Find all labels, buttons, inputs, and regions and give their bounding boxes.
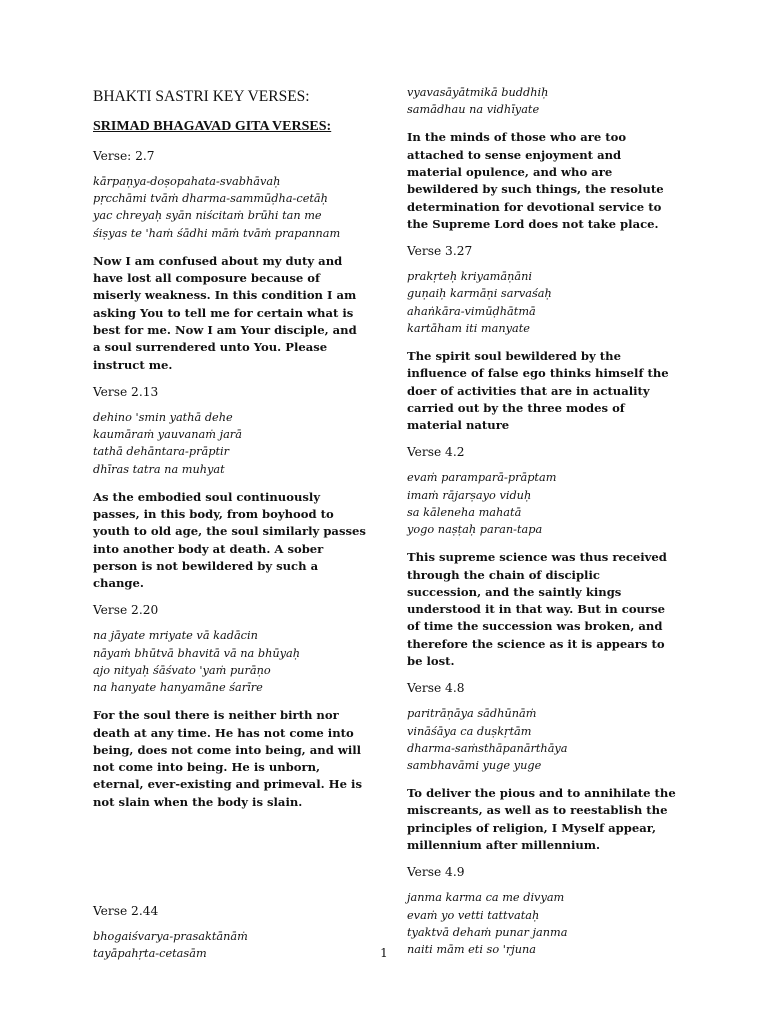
sanskrit-line: janma karma ca me divyam bbox=[407, 891, 565, 905]
verse-label: Verse 2.13 bbox=[93, 384, 159, 399]
sanskrit-line: paritrāṇāya sādhūnāṁ bbox=[407, 707, 537, 721]
left-column bbox=[93, 84, 368, 973]
translation-text: In the minds of those who are too attached to sense enjoyment and material opulence, and who are bewildered by such things, the resolute determination for devotional service to the Supreme Lord does not take place. bbox=[407, 130, 664, 231]
verse-block bbox=[407, 243, 677, 434]
sanskrit-line: kārpaṇya-doṣopahata-svabhāvaḥ bbox=[93, 175, 281, 188]
sanskrit-line: imaṁ rājarṣayo viduḥ bbox=[407, 488, 532, 502]
verse-label: Verse: 2.7 bbox=[93, 149, 155, 163]
verse-label: Verse 2.20 bbox=[93, 603, 159, 618]
sanskrit-line: sa kāleneha mahatā bbox=[407, 505, 522, 519]
verse-block bbox=[93, 148, 368, 374]
sanskrit-line: tyaktvā dehaṁ punar janma bbox=[407, 925, 568, 939]
translation-text: For the soul there is neither birth nor death at any time. He has not come into being, does not come into being, and will not come into being. He is unborn, eternal, ever-existing and primeval. He is not slain when the body is slain. bbox=[93, 708, 362, 809]
sanskrit-line: dharma-saṁsthāpanārthāya bbox=[407, 741, 568, 755]
sanskrit-line: vyavasāyātmikā buddhiḥ bbox=[407, 86, 549, 99]
sanskrit-line: ajo nityaḥ śāśvato 'yaṁ purāṇo bbox=[93, 663, 271, 677]
verse-block bbox=[93, 384, 368, 593]
page-number: 1 bbox=[380, 946, 388, 960]
sanskrit-line: na hanyate hanyamāne śarīre bbox=[93, 681, 263, 695]
sanskrit-text bbox=[407, 84, 677, 118]
sanskrit-line: na jāyate mriyate vā kadācin bbox=[93, 629, 258, 643]
translation-text: This supreme science was thus received through the chain of disciplic succession, and the saintly kings understood it in that way. But in course of time the succession was broken, and therefore the science as it is appears to be lost. bbox=[407, 550, 667, 669]
sanskrit-line: prakṛteḥ kriyamāṇāni bbox=[407, 270, 533, 284]
sanskrit-line: bhogaiśvarya-prasaktānāṁ bbox=[93, 930, 248, 944]
verse-label: Verse 4.2 bbox=[407, 445, 465, 460]
sanskrit-line: tathā dehāntara-prāptir bbox=[93, 445, 229, 459]
verse-block bbox=[407, 864, 677, 958]
sanskrit-line: samādhau na vidhīyate bbox=[407, 103, 540, 117]
blank-space bbox=[93, 821, 368, 903]
verse-label: Verse 3.27 bbox=[407, 244, 473, 259]
verse-label: Verse 2.44 bbox=[93, 904, 159, 919]
sanskrit-line: nāyaṁ bhūtvā bhavitā vā na bhūyaḥ bbox=[93, 646, 301, 660]
sanskrit-text bbox=[407, 268, 677, 337]
verse-label: Verse 4.8 bbox=[407, 681, 465, 696]
sanskrit-line: yogo naṣṭaḥ paran-tapa bbox=[407, 523, 543, 537]
right-column bbox=[407, 84, 677, 969]
translation-text: The spirit soul bewildered by the influence of false ego thinks himself the doer of activities that are in actuality carried out by the three modes of material nature bbox=[407, 349, 669, 433]
sanskrit-line: vināśāya ca duṣkṛtām bbox=[407, 724, 532, 738]
sanskrit-line: tayāpahṛta-cetasām bbox=[93, 947, 207, 961]
sanskrit-line: sambhavāmi yuge yuge bbox=[407, 758, 542, 772]
document-subtitle: SRIMAD BHAGAVAD GITA VERSES: bbox=[93, 119, 332, 134]
translation-text: As the embodied soul continuously passes, in this body, from boyhood to youth to old age, the soul similarly passes into another body at death. A sober person is not bewildered by such a change. bbox=[93, 489, 366, 591]
sanskrit-line: dehino 'smin yathā dehe bbox=[93, 410, 233, 424]
sanskrit-line: evaṁ paramparā-prāptam bbox=[407, 471, 557, 485]
sanskrit-line: pṛcchāmi tvāṁ dharma-sammūḍha-cetāḥ bbox=[93, 192, 328, 206]
verse-block bbox=[93, 602, 368, 811]
sanskrit-text bbox=[407, 469, 677, 538]
sanskrit-line: yac chreyaḥ syān niścitaṁ brūhi tan me bbox=[93, 209, 322, 223]
sanskrit-text bbox=[93, 173, 368, 242]
sanskrit-text bbox=[93, 409, 368, 478]
translation-text: To deliver the pious and to annihilate the miscreants, as well as to reestablish the principles of religion, I Myself appear, millennium after millennium. bbox=[407, 786, 676, 853]
sanskrit-line: kaumāraṁ yauvanaṁ jarā bbox=[93, 428, 242, 442]
document-title: BHAKTI SASTRI KEY VERSES: bbox=[93, 88, 310, 105]
verse-block bbox=[407, 444, 677, 670]
sanskrit-line: guṇaiḥ karmāṇi sarvaśaḥ bbox=[407, 287, 552, 301]
sanskrit-line: ahaṅkāra-vimūḍhātmā bbox=[407, 304, 536, 318]
sanskrit-line: śiṣyas te 'haṁ śādhi māṁ tvāṁ prapannam bbox=[93, 226, 341, 240]
translation-text: Now I am confused about my duty and have lost all composure because of miserly weakness. In this condition I am asking You to tell me for certain what is best for me. Now I am Your disciple, and a soul surrendered unto You. Please instruct me. bbox=[93, 253, 357, 372]
sanskrit-text bbox=[407, 705, 677, 774]
verse-block bbox=[407, 84, 677, 233]
sanskrit-line: naiti mām eti so 'rjuna bbox=[407, 942, 537, 956]
sanskrit-line: evaṁ yo vetti tattvataḥ bbox=[407, 908, 540, 922]
verse-label: Verse 4.9 bbox=[407, 865, 465, 880]
sanskrit-line: kartāham iti manyate bbox=[407, 321, 530, 335]
verse-block bbox=[407, 680, 677, 854]
sanskrit-line: dhīras tatra na muhyat bbox=[93, 462, 225, 476]
sanskrit-text bbox=[93, 627, 368, 696]
